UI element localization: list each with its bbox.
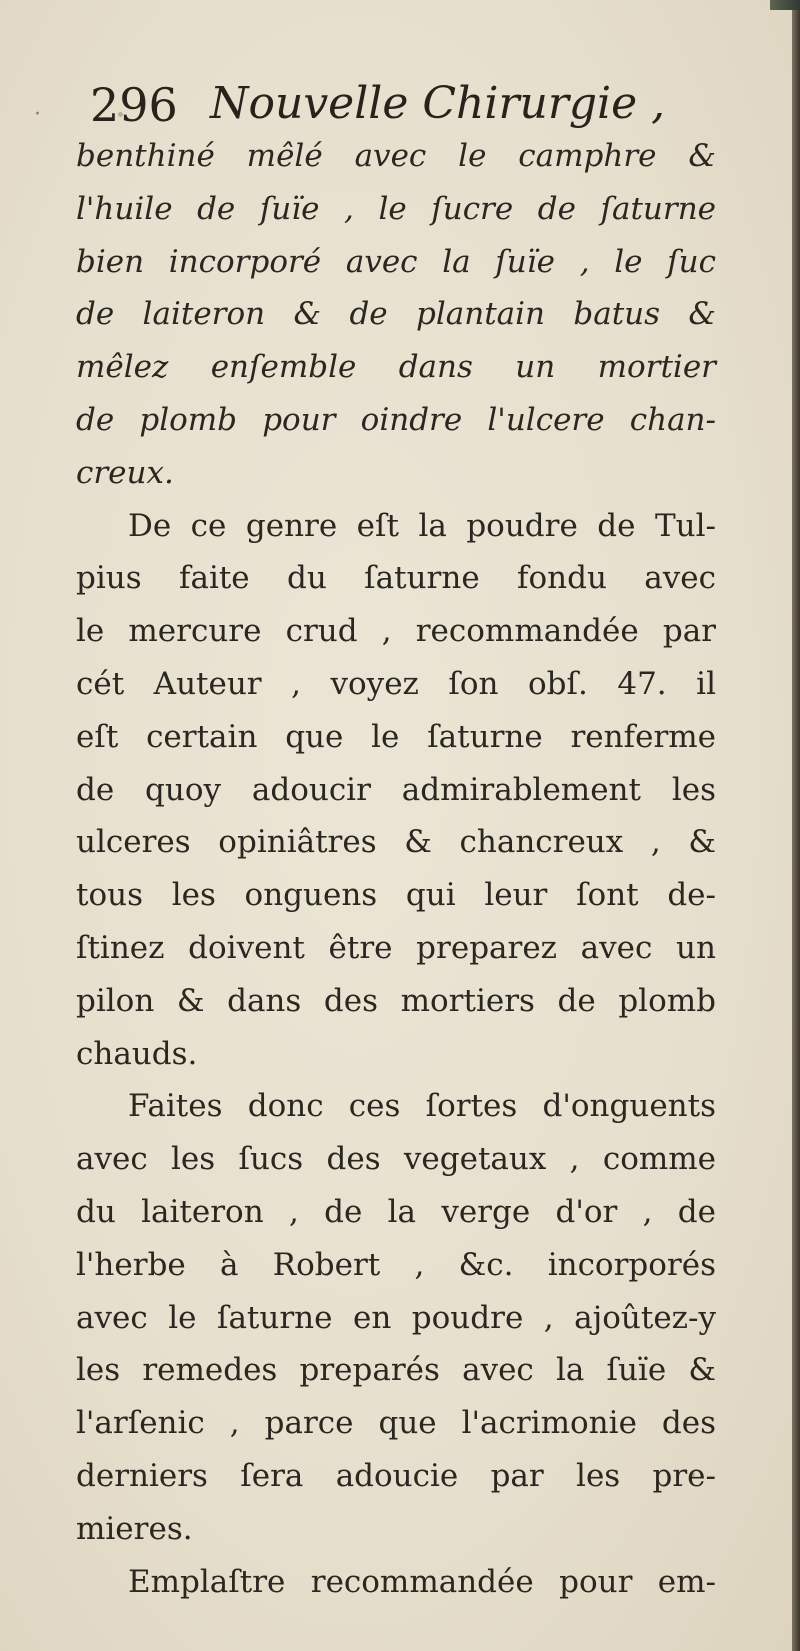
text-line: le mercure crud , recommandée par	[76, 613, 716, 650]
text-line: de plomb pour oindre l'ulcere chan-	[76, 401, 716, 438]
page-corner	[770, 0, 800, 10]
text-line: avec le ſaturne en poudre , ajoûtez-y	[76, 1299, 716, 1336]
text-line: pilon & dans des mortiers de plomb	[76, 982, 716, 1019]
text-line: mêlez enſemble dans un mortier	[76, 349, 716, 386]
text-line: bien incorporé avec la ſuïe , le ſuc	[76, 243, 716, 280]
text-line: De ce genre eſt la poudre de Tul-	[128, 507, 716, 544]
text-line: l'arſenic , parce que l'acrimonie des	[76, 1405, 716, 1442]
text-line: avec les ſucs des vegetaux , comme	[76, 1141, 716, 1178]
running-head: Nouvelle Chirurgie ,	[210, 78, 666, 129]
text-line: de laiteron & de plantain batus &	[76, 296, 716, 333]
body-text	[76, 130, 716, 1608]
text-line: eſt certain que le ſaturne renferme	[76, 718, 716, 755]
text-line: Emplaſtre recommandée pour em-	[128, 1563, 716, 1600]
text-line: derniers ſera adoucie par les pre-	[76, 1457, 716, 1494]
page-number: 296	[90, 78, 178, 132]
text-line: pius faite du ſaturne fondu avec	[76, 560, 716, 597]
text-line: creux.	[76, 454, 174, 491]
text-line: mieres.	[76, 1510, 193, 1547]
text-line: tous les onguens qui leur ſont de-	[76, 877, 716, 914]
text-line: du laiteron , de la verge d'or , de	[76, 1193, 716, 1230]
margin-mark: ·	[34, 102, 41, 127]
text-line: de quoy adoucir admirablement les	[76, 771, 716, 808]
text-line: ulceres opiniâtres & chancreux , &	[76, 824, 716, 861]
text-line: Faites donc ces ſortes d'onguents	[128, 1088, 716, 1125]
text-line: les remedes preparés avec la ſuïe &	[76, 1352, 716, 1389]
page-edge-shadow	[792, 0, 800, 1651]
text-line: cét Auteur , voyez ſon obſ. 47. il	[76, 665, 716, 702]
text-line: l'herbe à Robert , &c. incorporés	[76, 1246, 716, 1283]
text-line: chauds.	[76, 1035, 198, 1072]
text-line: l'huile de ſuïe , le ſucre de ſaturne	[76, 190, 716, 227]
text-line: ſtinez doivent être preparez avec un	[76, 929, 716, 966]
text-line: benthiné mêlé avec le camphre &	[76, 138, 716, 174]
